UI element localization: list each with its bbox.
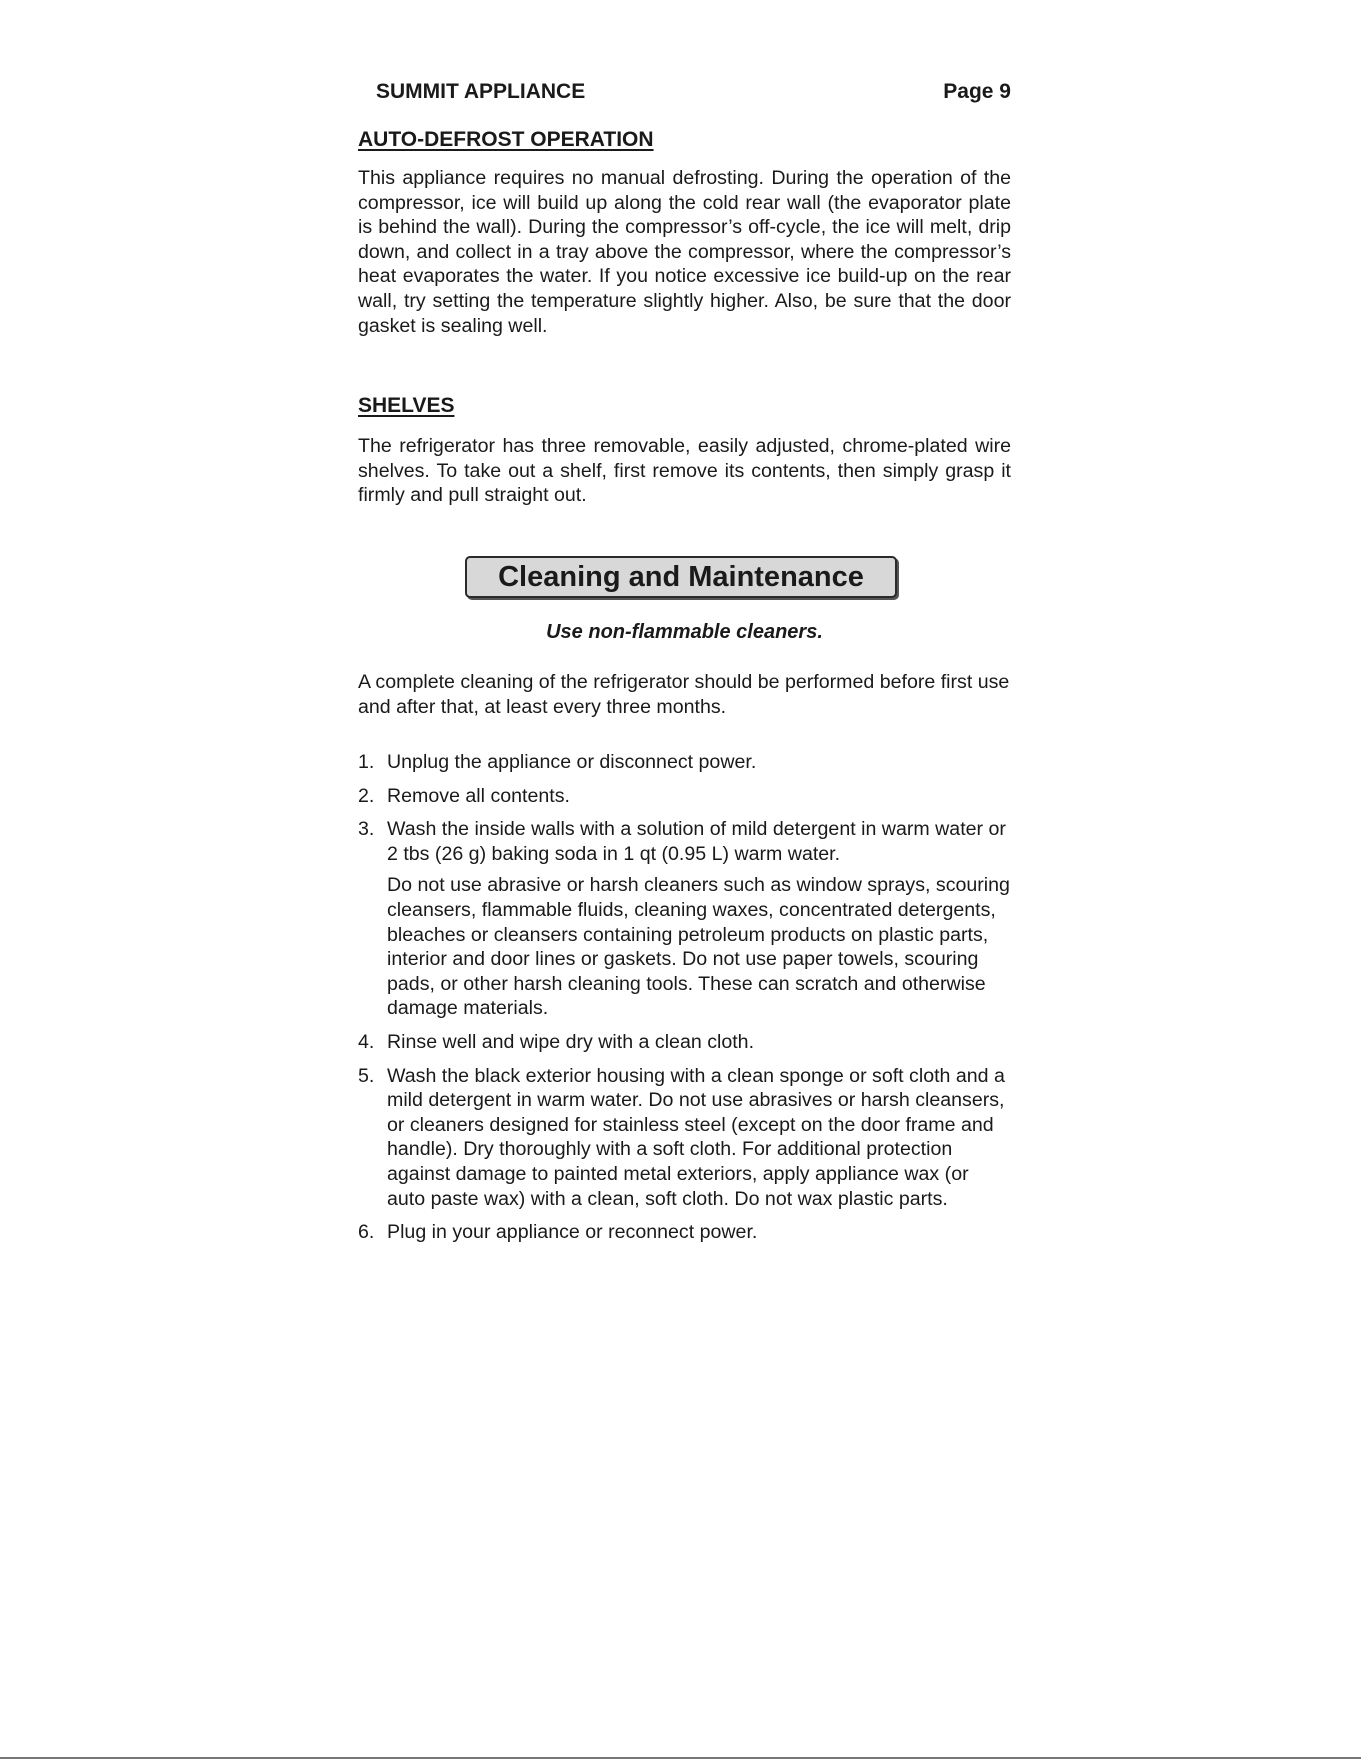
auto-defrost-heading: AUTO-DEFROST OPERATION — [358, 128, 654, 151]
shelves-heading: SHELVES — [358, 394, 455, 417]
list-item — [358, 784, 1011, 809]
step-text: Plug in your appliance or reconnect power. — [387, 1221, 758, 1244]
page-number: Page 9 — [943, 80, 1011, 103]
step-text: Wash the black exterior housing with a clean sponge or soft cloth and a mild detergent in warm water. Do not use abrasives or harsh cleansers, or cleaners designed for stainless steel (except on the door frame and handle). Dry thoroughly with a soft cloth. For additional protection against damage to painted metal exteriors, apply appliance wax (or auto paste wax) with a clean, soft cloth. Do not wax plastic parts. — [387, 1064, 1005, 1210]
list-item — [358, 1064, 1011, 1212]
step-number: 3. — [358, 818, 375, 841]
cleaner-warning-note: Use non-flammable cleaners. — [546, 621, 823, 643]
step-number: 4. — [358, 1030, 375, 1053]
cleaning-maintenance-heading: Cleaning and Maintenance — [465, 556, 897, 598]
step-number: 2. — [358, 784, 375, 807]
step-number: 5. — [358, 1064, 375, 1087]
shelves-paragraph: The refrigerator has three removable, easily adjusted, chrome-plated wire shelves. To take out a shelf, first remove its contents, then simply grasp it firmly and pull straight out. — [358, 435, 1011, 507]
cleaning-intro-paragraph: A complete cleaning of the refrigerator should be performed before first use and after that, at least every three months. — [358, 671, 1010, 718]
step-text: Unplug the appliance or disconnect power. — [387, 751, 757, 773]
step-text: Remove all contents. — [387, 784, 570, 807]
list-item — [358, 817, 1011, 1021]
step-number: 1. — [358, 751, 375, 773]
list-item — [358, 750, 1011, 775]
list-item — [358, 1030, 1011, 1055]
step-text: Rinse well and wipe dry with a clean cloth. — [387, 1030, 755, 1053]
list-item — [358, 1220, 1011, 1245]
cleaning-steps-list — [358, 750, 1011, 1254]
step-number: 6. — [358, 1221, 375, 1244]
page-bottom-rule — [0, 1757, 1361, 1759]
auto-defrost-paragraph: This appliance requires no manual defrosting. During the operation of the compressor, ice will build up along the cold rear wall (the evaporator plate is behind the wall). During the compressor’s off-cycle, the ice will melt, drip down, and collect in a tray above the compressor, where the compressor’s heat evaporates the water. If you notice excessive ice build-up on the rear wall, try setting the temperature slightly higher. Also, be sure that the door gasket is sealing well. — [358, 167, 1011, 337]
step-text: Wash the inside walls with a solution of mild detergent in warm water or 2 tbs (26 g) baking soda in 1 qt (0.95 L) warm water. — [387, 818, 1006, 865]
step-caution-text: Do not use abrasive or harsh cleaners such as window sprays, scouring cleansers, flammable fluids, cleaning waxes, concentrated detergents, bleaches or cleansers containing petroleum products on plastic parts, interior and door lines or gaskets. Do not use paper towels, scouring pads, or other harsh cleaning tools. These can scratch and otherwise damage materials. — [387, 874, 1010, 1020]
company-name: SUMMIT APPLIANCE — [376, 80, 586, 103]
running-header — [376, 80, 1011, 104]
